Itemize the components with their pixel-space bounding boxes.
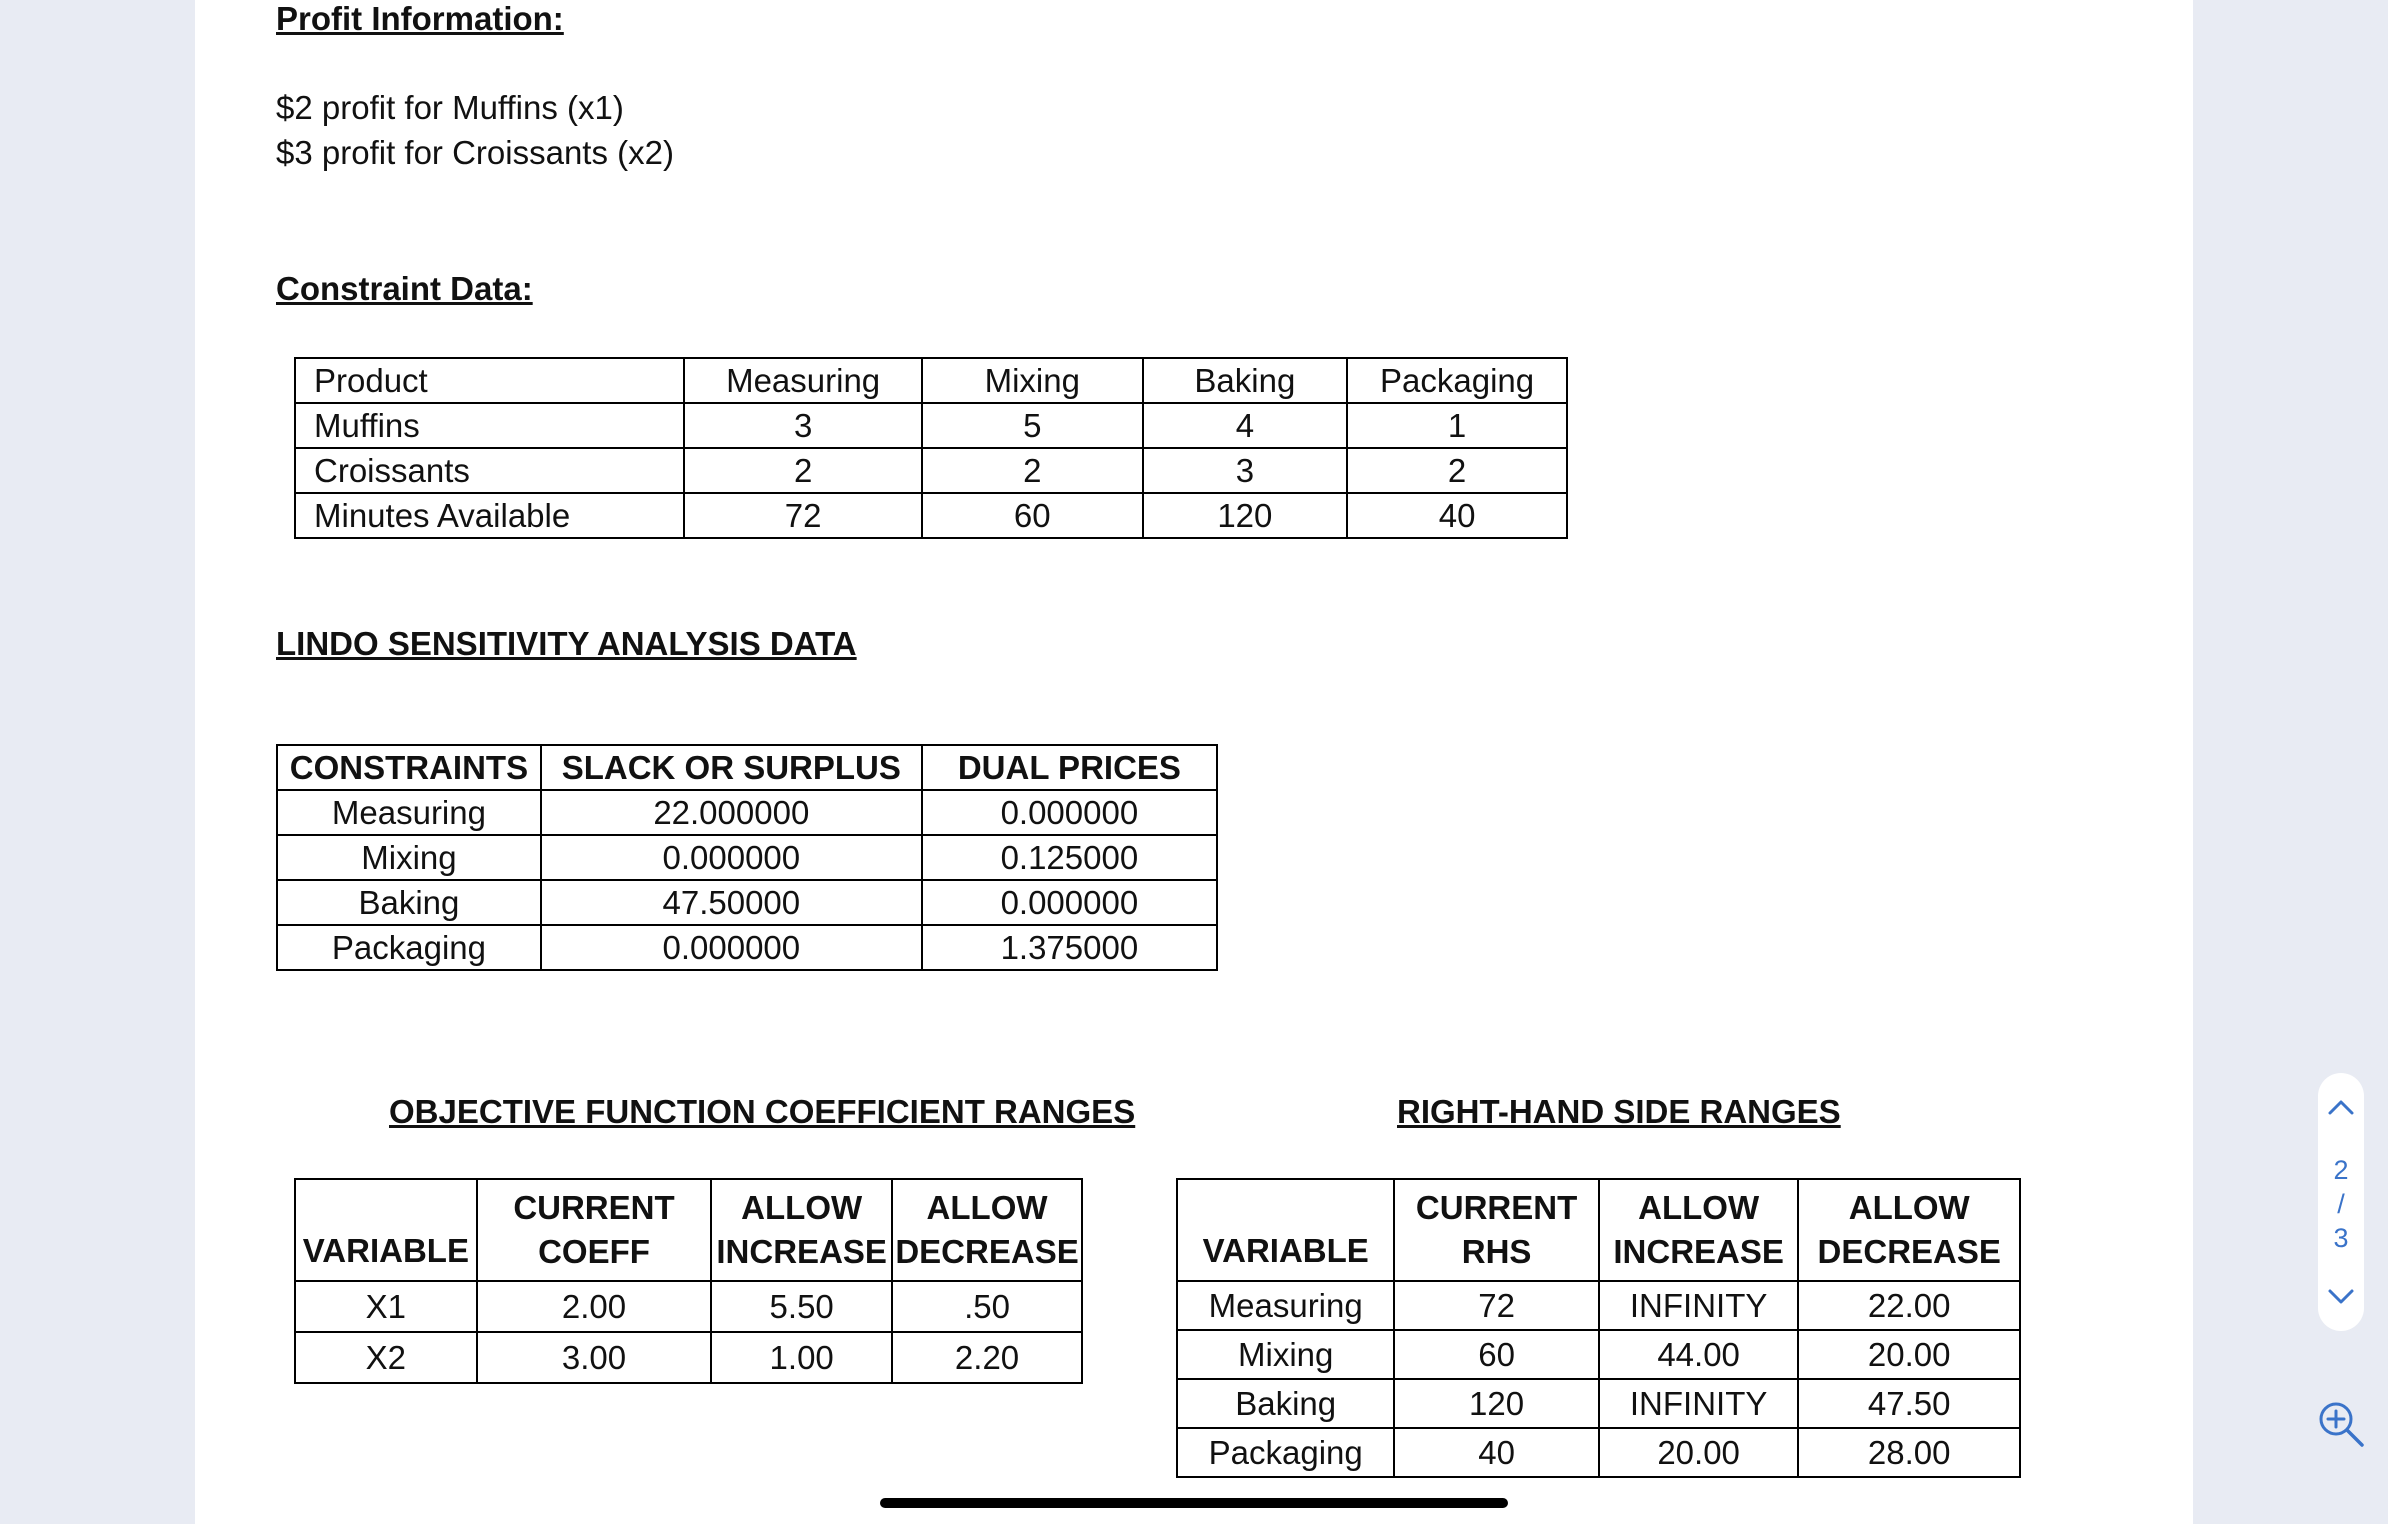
lindo-header-constraints: CONSTRAINTS	[277, 745, 541, 790]
table-cell: 4	[1143, 403, 1348, 448]
table-cell: Baking	[277, 880, 541, 925]
constraint-heading: Constraint Data:	[276, 270, 533, 307]
total-page-count: 3	[2333, 1223, 2349, 1253]
table-cell: Muffins	[295, 403, 684, 448]
table-cell: 2	[684, 448, 922, 493]
constraint-header-packaging: Packaging	[1347, 358, 1567, 403]
table-cell: INFINITY	[1599, 1281, 1799, 1330]
table-cell: 20.00	[1798, 1330, 2020, 1379]
table-row	[1177, 1330, 2020, 1379]
table-cell: 1	[1347, 403, 1567, 448]
table-row	[277, 790, 1217, 835]
table-row	[1177, 1281, 2020, 1330]
table-cell: 28.00	[1798, 1428, 2020, 1477]
objective-heading: OBJECTIVE FUNCTION COEFFICIENT RANGES	[389, 1093, 1136, 1130]
table-row	[295, 493, 1567, 538]
table-row	[295, 448, 1567, 493]
table-cell: 72	[1394, 1281, 1598, 1330]
table-cell: 5	[922, 403, 1143, 448]
objective-header-variable: VARIABLE	[295, 1179, 477, 1281]
chevron-up-icon	[2318, 1085, 2364, 1131]
table-cell: 1.00	[711, 1332, 892, 1383]
rhs-header-decrease: ALLOW DECREASE	[1798, 1179, 2020, 1281]
table-cell: 0.000000	[922, 880, 1217, 925]
table-row	[277, 925, 1217, 970]
table-cell: 44.00	[1599, 1330, 1799, 1379]
constraint-header-measuring: Measuring	[684, 358, 922, 403]
table-cell: Mixing	[1177, 1330, 1394, 1379]
objective-table	[294, 1178, 1083, 1384]
constraint-header-baking: Baking	[1143, 358, 1348, 403]
table-cell: 3	[684, 403, 922, 448]
objective-header-row	[295, 1179, 1082, 1281]
table-cell: 2	[1347, 448, 1567, 493]
table-cell: Packaging	[1177, 1428, 1394, 1477]
constraint-table	[294, 357, 1568, 539]
table-cell: Baking	[1177, 1379, 1394, 1428]
constraint-header-product: Product	[295, 358, 684, 403]
table-row	[295, 1281, 1082, 1332]
table-cell: 120	[1394, 1379, 1598, 1428]
objective-header-increase: ALLOW INCREASE	[711, 1179, 892, 1281]
table-cell: 47.50	[1798, 1379, 2020, 1428]
previous-page-button[interactable]	[2318, 1085, 2364, 1131]
constraint-header-row	[295, 358, 1567, 403]
table-cell: 3.00	[477, 1332, 712, 1383]
profit-line-croissants: $3 profit for Croissants (x2)	[276, 134, 674, 171]
table-cell: 0.000000	[541, 925, 922, 970]
chevron-down-icon	[2318, 1273, 2364, 1319]
table-row	[277, 835, 1217, 880]
table-row	[1177, 1379, 2020, 1428]
table-cell: X2	[295, 1332, 477, 1383]
table-cell: Croissants	[295, 448, 684, 493]
table-row	[295, 1332, 1082, 1383]
constraint-header-mixing: Mixing	[922, 358, 1143, 403]
table-cell: 3	[1143, 448, 1348, 493]
table-cell: 0.125000	[922, 835, 1217, 880]
table-cell: 60	[922, 493, 1143, 538]
home-indicator[interactable]	[880, 1498, 1508, 1508]
table-cell: Measuring	[1177, 1281, 1394, 1330]
table-cell: 22.00	[1798, 1281, 2020, 1330]
table-cell: .50	[892, 1281, 1082, 1332]
rhs-header-increase: ALLOW INCREASE	[1599, 1179, 1799, 1281]
profit-line-muffins: $2 profit for Muffins (x1)	[276, 89, 624, 126]
table-cell: 0.000000	[922, 790, 1217, 835]
table-row	[295, 403, 1567, 448]
rhs-table	[1176, 1178, 2021, 1478]
objective-header-decrease: ALLOW DECREASE	[892, 1179, 1082, 1281]
table-cell: Packaging	[277, 925, 541, 970]
table-cell: 1.375000	[922, 925, 1217, 970]
document-page	[195, 0, 2193, 1524]
next-page-button[interactable]	[2318, 1273, 2364, 1319]
table-cell: 60	[1394, 1330, 1598, 1379]
table-row	[277, 880, 1217, 925]
lindo-header-slack: SLACK OR SURPLUS	[541, 745, 922, 790]
table-cell: X1	[295, 1281, 477, 1332]
rhs-header-variable: VARIABLE	[1177, 1179, 1394, 1281]
table-cell: 0.000000	[541, 835, 922, 880]
table-cell: 22.000000	[541, 790, 922, 835]
rhs-heading: RIGHT-HAND SIDE RANGES	[1397, 1093, 1841, 1130]
table-cell: 2	[922, 448, 1143, 493]
table-cell: INFINITY	[1599, 1379, 1799, 1428]
table-cell: 2.20	[892, 1332, 1082, 1383]
table-cell: Mixing	[277, 835, 541, 880]
lindo-table	[276, 744, 1218, 971]
page-indicator	[2318, 1153, 2364, 1255]
table-cell: 40	[1347, 493, 1567, 538]
rhs-header-current: CURRENT RHS	[1394, 1179, 1598, 1281]
table-row	[1177, 1428, 2020, 1477]
table-cell: Measuring	[277, 790, 541, 835]
rhs-header-row	[1177, 1179, 2020, 1281]
page-separator: /	[2337, 1189, 2345, 1219]
lindo-header-dual: DUAL PRICES	[922, 745, 1217, 790]
profit-heading: Profit Information:	[276, 0, 564, 37]
zoom-in-button[interactable]	[2315, 1398, 2367, 1450]
current-page-number: 2	[2333, 1155, 2349, 1185]
table-cell: 72	[684, 493, 922, 538]
table-cell: 20.00	[1599, 1428, 1799, 1477]
table-cell: 2.00	[477, 1281, 712, 1332]
lindo-heading: LINDO SENSITIVITY ANALYSIS DATA	[276, 625, 857, 662]
zoom-in-icon	[2315, 1398, 2367, 1450]
lindo-header-row	[277, 745, 1217, 790]
table-cell: 5.50	[711, 1281, 892, 1332]
page-navigator	[2318, 1073, 2364, 1331]
table-cell: 120	[1143, 493, 1348, 538]
objective-header-current: CURRENT COEFF	[477, 1179, 712, 1281]
table-cell: 47.50000	[541, 880, 922, 925]
table-cell: Minutes Available	[295, 493, 684, 538]
table-cell: 40	[1394, 1428, 1598, 1477]
